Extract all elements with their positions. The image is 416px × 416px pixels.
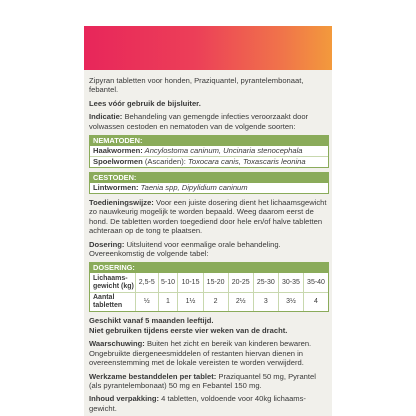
dosage-grid: [90, 273, 328, 311]
tablets-cell: 3½: [278, 293, 303, 312]
weight-row: [90, 273, 328, 293]
nematodes-title: NEMATODEN:: [90, 136, 328, 146]
active-ingredients-label: Werkzame bestanddelen per tablet:: [89, 371, 217, 381]
cestodes-title: CESTODEN:: [90, 173, 328, 183]
hookworms-species: Ancylostoma caninum, Uncinaria stenocephala: [142, 146, 303, 156]
indication-paragraph: [89, 112, 329, 131]
weight-cell: 15-20: [203, 273, 228, 293]
read-first-notice: Lees vóór gebruik de bijsluiter.: [89, 98, 201, 108]
administration-paragraph: [89, 198, 329, 236]
tablets-cell: ½: [136, 293, 159, 312]
roundworms-plain: (Ascariden):: [142, 157, 188, 167]
tablets-cell: 1: [158, 293, 178, 312]
cestodes-row-tapeworms: [90, 183, 328, 193]
age-notice: [89, 316, 329, 335]
tablets-cell: 2½: [228, 293, 253, 312]
package-contents-paragraph: [89, 394, 329, 413]
weight-cell: 2,5-5: [136, 273, 159, 293]
indication-text: Behandeling van gemengde infecties veroorzaakt door volwassen cestoden en nematoden van de volgende soorten:: [89, 112, 309, 131]
nematodes-table: [89, 135, 329, 168]
weight-cell: 5-10: [158, 273, 178, 293]
roundworms-species: Toxocara canis, Toxascaris leonina: [187, 157, 306, 167]
weight-cell: 20-25: [228, 273, 253, 293]
administration-label: Toedieningswijze:: [89, 198, 154, 208]
tablets-cell: 3: [253, 293, 278, 312]
roundworms-label: Spoelwormen: [93, 157, 143, 167]
leaflet-content: [89, 76, 329, 416]
nematodes-row-roundworms: [90, 156, 328, 167]
dosage-label: Dosering:: [89, 239, 125, 249]
warning-text: Buiten het zicht en bereik van kinderen bewaren. Ongebruikte diergeneesmiddelen of restanten hiervan dienen in overeenstemming met de lokale vereisten te worden verwijderd.: [89, 339, 312, 368]
administration-text: Voor een juiste dosering dient het lichaamsgewicht zo nauwkeurig mogelijk te worden bepaald. Weeg daarom eerst de hond. De tabletten worden toegediend door hele en/of halve tabletten achteraan op de tong te plaatsen.: [89, 198, 327, 236]
weight-cell: 10-15: [178, 273, 203, 293]
header-gradient-band: [84, 26, 332, 70]
package-contents-text: 4 tabletten, voldoende voor 40kg lichaams-gewicht.: [89, 394, 306, 413]
indication-label: Indicatie:: [89, 112, 123, 122]
warning-label: Waarschuwing:: [89, 339, 145, 349]
dosage-table: [89, 262, 329, 312]
leaflet-card: [84, 26, 332, 416]
weight-cell: 30-35: [278, 273, 303, 293]
package-contents-label: Inhoud verpakking:: [89, 394, 160, 404]
tablets-label: Aantal tabletten: [90, 293, 136, 312]
dosage-text: Uitsluitend voor eenmalige orale behandeling. Overeenkomstig de volgende tabel:: [89, 239, 281, 259]
tapeworms-species: Taenia spp, Dipylidium caninum: [138, 183, 248, 193]
active-ingredients-paragraph: [89, 372, 329, 391]
age-line-2: Niet gebruiken tijdens eerste vier weken van de dracht.: [89, 325, 288, 335]
dosage-paragraph: [89, 240, 329, 259]
tablets-cell: 1½: [178, 293, 203, 312]
active-ingredients-text: Praziquantel 50 mg, Pyrantel (als pyrantelembonaat) 50 mg en Febantel 150 mg.: [89, 371, 316, 390]
nematodes-row-hookworms: [90, 146, 328, 156]
weight-cell: 25-30: [253, 273, 278, 293]
tablets-row: [90, 293, 328, 312]
hookworms-label: Haakwormen:: [93, 146, 143, 156]
weight-label: Lichaams-gewicht (kg): [93, 274, 134, 290]
warning-paragraph: [89, 339, 329, 367]
intro-text: Zipyran tabletten voor honden, Praziquantel, pyrantelembonaat, febantel.: [89, 76, 304, 95]
weight-cell: 35-40: [304, 273, 328, 293]
tablets-cell: 4: [304, 293, 328, 312]
age-line-1: Geschikt vanaf 5 maanden leeftijd.: [89, 316, 214, 326]
dosage-table-title: DOSERING:: [90, 263, 328, 273]
tablets-cell: 2: [203, 293, 228, 312]
tapeworms-label: Lintwormen:: [93, 183, 139, 193]
cestodes-table: [89, 172, 329, 194]
